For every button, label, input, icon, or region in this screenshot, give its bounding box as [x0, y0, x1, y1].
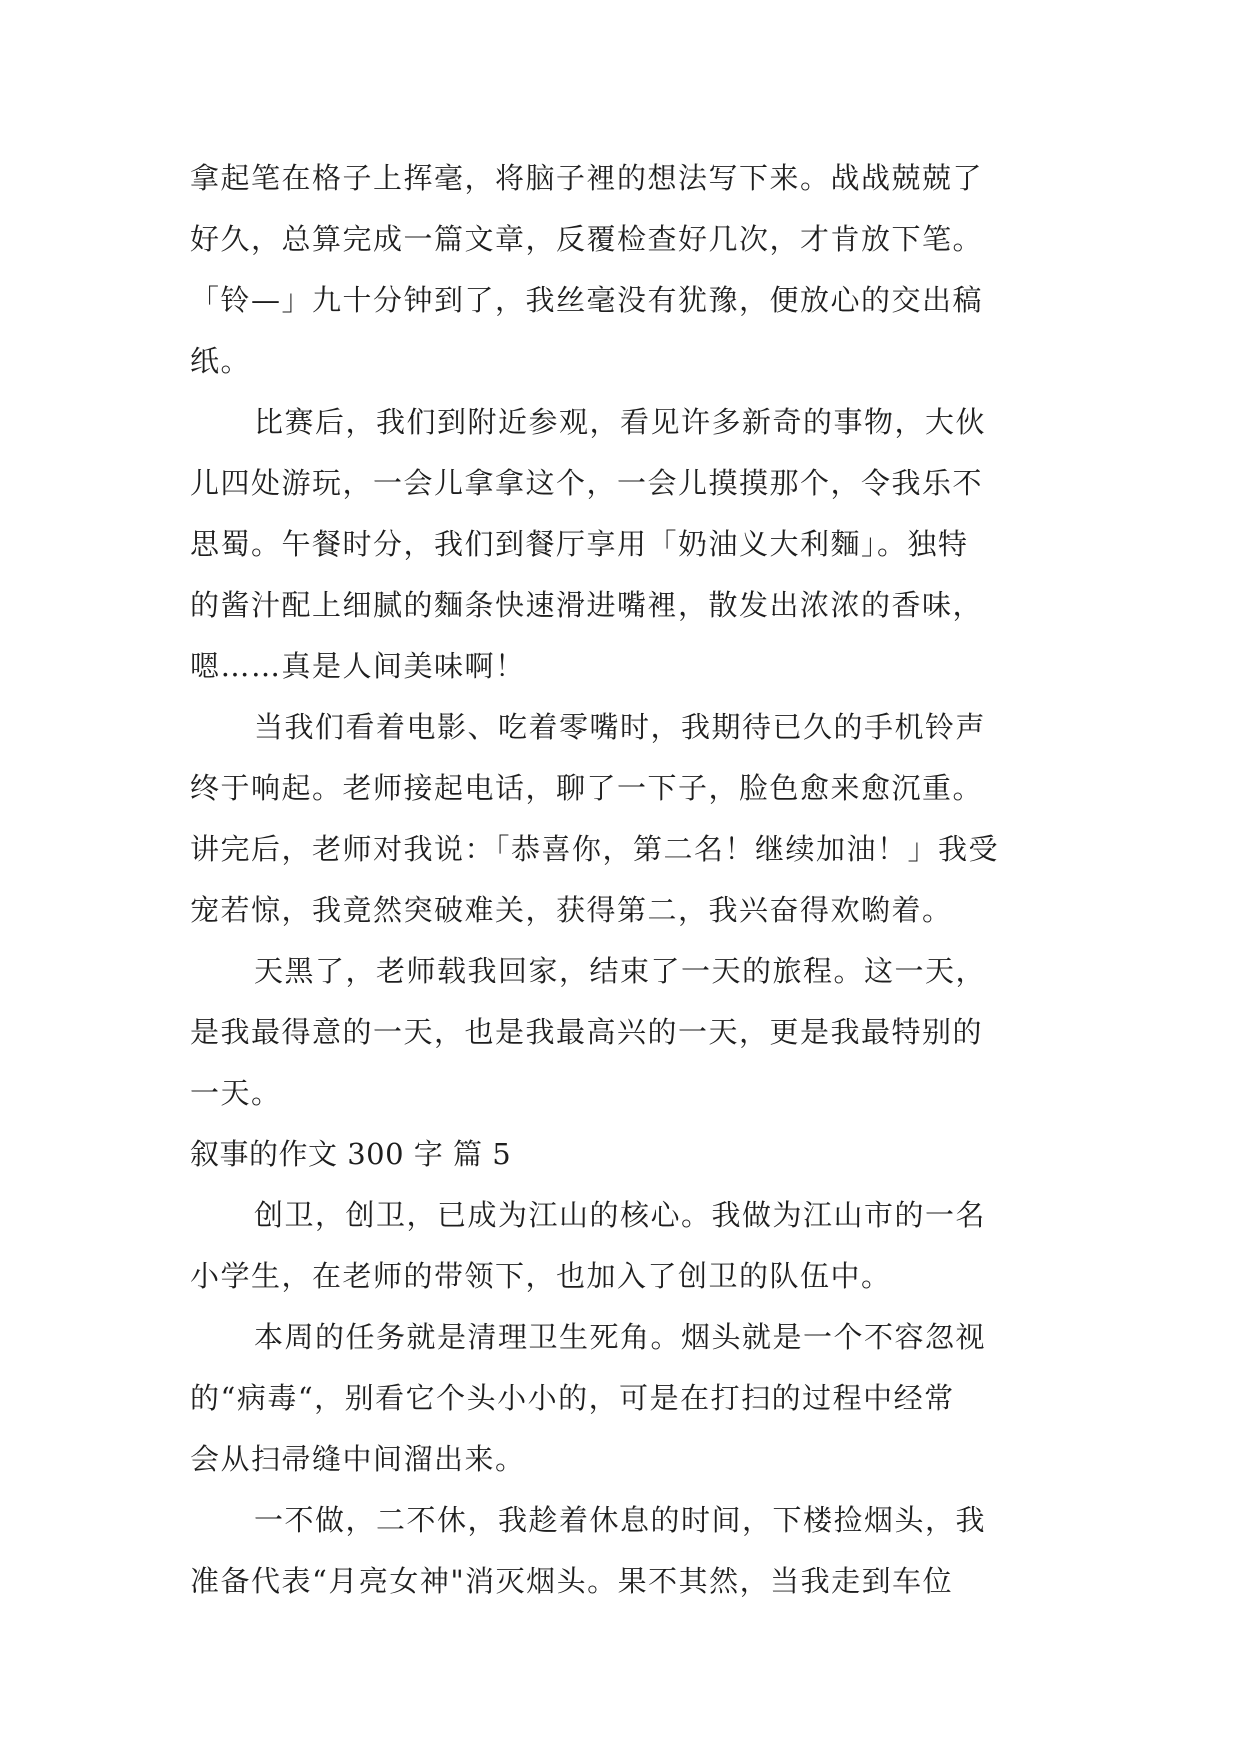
text-line: 讲完后，老师对我说：「恭喜你，第二名！继续加油！」我受 — [190, 832, 1000, 866]
text-line: 是我最得意的一天，也是我最高兴的一天，更是我最特别的 — [190, 1015, 984, 1049]
text-line: 准备代表“月亮女神"消灭烟头。果不其然，当我走到车位 — [190, 1564, 954, 1598]
paragraph — [190, 148, 1052, 392]
paragraph — [190, 1307, 1052, 1490]
text-line: 的“病毒“，别看它个头小小的，可是在打扫的过程中经常 — [190, 1381, 955, 1415]
section-heading: 叙事的作文 300 字 篇 5 — [190, 1137, 512, 1171]
text-line: 一天。 — [190, 1076, 282, 1110]
text-line: 儿四处游玩，一会儿拿拿这个，一会儿摸摸那个，令我乐不 — [190, 466, 984, 500]
text-line: 纸。 — [190, 344, 252, 378]
text-line: 「铃—」九十分钟到了，我丝毫没有犹豫，便放心的交出稿 — [190, 283, 984, 317]
text-line: 本周的任务就是清理卫生死角。烟头就是一个不容忽视 — [254, 1320, 987, 1354]
text-line: 小学生，在老师的带领下，也加入了创卫的队伍中。 — [190, 1259, 892, 1293]
paragraph — [190, 1490, 1052, 1612]
paragraph — [190, 941, 1052, 1124]
text-line: 当我们看着电影、吃着零嘴时，我期待已久的手机铃声 — [254, 710, 987, 744]
paragraph — [190, 392, 1052, 697]
text-line: 好久，总算完成一篇文章，反覆检查好几次，才肯放下笔。 — [190, 222, 984, 256]
text-line: 宠若惊，我竟然突破难关，获得第二，我兴奋得欢喲着。 — [190, 893, 953, 927]
text-line: 思蜀。午餐时分，我们到餐厅享用「奶油义大利麵」。独特 — [190, 527, 969, 561]
text-line: 的酱汁配上细腻的麵条快速滑进嘴裡，散发出浓浓的香味， — [190, 588, 984, 622]
paragraph — [190, 1185, 1052, 1307]
text-line: 会从扫帚缝中间溜出来。 — [190, 1442, 526, 1476]
text-line: 一不做，二不休，我趁着休息的时间，下楼捡烟头，我 — [254, 1503, 987, 1537]
document-page — [190, 148, 1052, 1612]
text-line: 天黑了，老师载我回家，结束了一天的旅程。这一天， — [254, 954, 987, 988]
text-line: 嗯……真是人间美味啊！ — [190, 649, 526, 683]
text-line: 比赛后，我们到附近参观，看见许多新奇的事物，大伙 — [254, 405, 987, 439]
text-line: 创卫，创卫，已成为江山的核心。我做为江山市的一名 — [254, 1198, 987, 1232]
text-line: 拿起笔在格子上挥毫，将脑子裡的想法写下来。战战兢兢了 — [190, 161, 984, 195]
text-line: 终于响起。老师接起电话，聊了一下子，脸色愈来愈沉重。 — [190, 771, 984, 805]
paragraph — [190, 697, 1052, 941]
